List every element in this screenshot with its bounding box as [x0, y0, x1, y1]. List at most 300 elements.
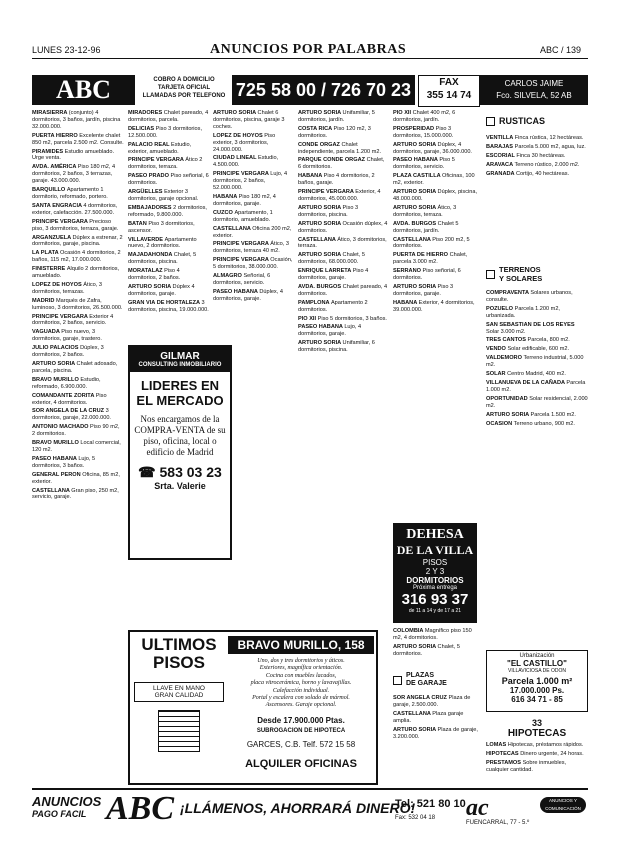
classified-listing: [393, 252, 479, 266]
listing-text: Ocasión, 5 dormitorios, 38.000.000.: [213, 257, 293, 271]
listing-heading: ENRIQUE LARRETA: [298, 268, 353, 275]
listing-text: Piso 3 dormitorios, garaje.: [393, 283, 454, 297]
column-1: [32, 110, 124, 785]
listing-heading: ANTONIO MACHADO: [32, 424, 91, 431]
cobro-line: TARJETA OFICIAL: [157, 85, 211, 91]
listing-text: Estudio, 4.500.000.: [213, 155, 279, 169]
listing-text: Piso exterior, 3 dormitorios, 24.000.000.: [213, 132, 276, 153]
classified-listing: [32, 377, 124, 391]
section-rusticas-label: RUSTICAS: [499, 116, 546, 126]
listing-text: Parcela 1.000 m2.: [486, 379, 586, 393]
ultimos-feature: placa vitrocerámica, horno y lavavajillas.: [250, 680, 352, 687]
classified-listing: [393, 695, 479, 709]
dehesa-l4: 2 Y 3: [425, 567, 445, 576]
listing-text: Dúplex, 4 dormitorios, garaje, 36.000.000.: [393, 141, 472, 155]
classified-listing: [486, 135, 588, 142]
castillo-l3: VILLAVICIOSA DE ODON: [508, 668, 566, 674]
column-2-lower: [128, 563, 210, 625]
listing-text: Dúplex a estrenar, 2 dormitorios, garaje, piscina.: [32, 234, 123, 248]
classified-listing: [393, 142, 479, 156]
listing-heading: VENTILLA: [486, 135, 515, 141]
classified-listing: [393, 157, 479, 171]
listing-text: Dúplex, 4 dormitorios, garaje.: [213, 288, 283, 302]
listing-heading: OCASION: [486, 420, 514, 427]
listing-text: Oficina, 85 m2, exterior.: [32, 471, 120, 485]
listing-heading: GRANADA: [486, 170, 516, 177]
listing-text: Piso 3 dormitorios, 15.000.000.: [393, 125, 454, 139]
ultimos-pisos-ad: [128, 630, 378, 785]
listing-heading: PROSPERIDAD: [393, 125, 436, 132]
listing-heading: LOMAS: [486, 742, 508, 748]
listing-heading: PRINCIPE VERGARA: [128, 157, 186, 164]
footer-telephone: Tel: 521 80 10: [395, 798, 466, 810]
classified-listing: [393, 221, 479, 235]
listing-text: Lujo, 4 dormitorios, garaje.: [298, 324, 362, 338]
ultimos-llave-2: GRAN CALIDAD: [154, 692, 204, 699]
page-title: ANUNCIOS POR PALABRAS: [210, 42, 407, 57]
listing-text: Piso exterior, 4 dormitorios.: [32, 392, 107, 406]
gilmar-phone: [130, 464, 230, 481]
listing-heading: PRINCIPE VERGARA: [213, 171, 271, 178]
gilmar-body: Nos encargamos de la COMPRA-VENTA de su piso, oficina, local o edificio de Madrid: [134, 414, 226, 457]
agent-name: CARLOS JAIME: [504, 79, 564, 88]
footer-call-to-action: ¡LLÁMENOS, AHORRARÁ DINERO!: [180, 800, 416, 816]
listing-text: Centro Madrid, 400 m2.: [507, 371, 566, 378]
listing-heading: PASEO HABANA: [213, 288, 260, 295]
listing-heading: PIRAMIDES: [32, 148, 65, 155]
footer-address: FUENCARRAL, 77 - 5.º: [466, 820, 530, 826]
section-terrenos-line2: Y SOLARES: [499, 274, 543, 283]
dehesa-ad: [393, 523, 477, 623]
listing-heading: PLAZA CASTILLA: [393, 173, 442, 180]
classified-listing: [128, 205, 210, 219]
classified-listing: [32, 219, 124, 233]
listing-text: Plaza de garaje, 3.200.000.: [393, 726, 478, 740]
listing-text: Marqués de Zafra, luminoso, 3 dormitorios, 26.500.000.: [32, 297, 123, 311]
listing-heading: VALDEMORO: [486, 355, 524, 362]
listing-text: Piso 5 dormitorios, 3 baños.: [317, 315, 387, 322]
listing-heading: HIPOTECAS: [486, 750, 521, 757]
listing-text: Piso 3 dormitorios, ascensor.: [128, 220, 195, 234]
listing-heading: GENERAL PERON: [32, 471, 83, 478]
classified-listing: [393, 628, 479, 642]
phone-icon: ☎: [138, 464, 156, 480]
listing-heading: ARTURO SORIA: [32, 361, 77, 367]
listing-heading: ARTURO SORIA: [298, 110, 343, 116]
footer-fax: Fax: 532 04 18: [395, 815, 436, 821]
listing-text: Chalet, parcela 3.000 m2.: [393, 252, 468, 266]
listing-heading: MAJADAHONDA: [128, 252, 174, 259]
classified-listing: [298, 205, 388, 219]
listing-text: Señorial, 6 dormitorios, servicio.: [213, 273, 271, 286]
classified-listing: [128, 110, 210, 124]
classified-listing: [213, 273, 295, 287]
classified-listing: [32, 472, 124, 486]
cobro-line: COBRO A DOMICILIO: [153, 77, 215, 83]
listing-heading: FINISTERRE: [32, 266, 67, 273]
classified-listing: [393, 173, 479, 187]
classified-listing: [298, 110, 388, 124]
listing-heading: PRINCIPE VERGARA: [213, 257, 271, 264]
listing-heading: HABANA: [393, 299, 419, 306]
listing-text: Chalet 5 dormitorios, jardín.: [393, 220, 459, 234]
column-6-rusticas: [486, 135, 588, 255]
classified-listing: [486, 355, 588, 369]
classified-listing: [393, 189, 479, 203]
listing-text: Parcela, 800 m2.: [527, 337, 570, 344]
listing-heading: AVDA. BURGOS: [298, 283, 343, 290]
ultimos-alquiler: ALQUILER OFICINAS: [245, 758, 357, 770]
listing-heading: PIO XII: [393, 110, 413, 116]
classified-listing: [128, 300, 210, 314]
listing-text: Unifamiliar, 6 dormitorios, piscina.: [298, 340, 375, 354]
listing-text: Chalet, 5 dormitorios, 68.000.000.: [298, 252, 365, 266]
listing-heading: ARTURO SORIA: [393, 141, 438, 148]
listing-heading: ARAVACA: [486, 161, 515, 168]
listing-text: Parcela 1.500 m2.: [530, 411, 576, 418]
classified-listing: [486, 162, 588, 169]
listing-text: Magnífico piso 150 m2, 4 dormitorios.: [393, 628, 472, 641]
listing-text: Piso señorial, 6 dormitorios.: [128, 173, 209, 187]
footer-anuncios: [32, 795, 101, 821]
ultimos-features: [228, 658, 374, 710]
listing-heading: VILLAVERDE: [128, 236, 165, 243]
gilmar-logo: [130, 347, 230, 372]
listing-text: Dúplex 4 dormitorios, garaje.: [128, 283, 195, 297]
footer-abc-logo: ABC: [106, 790, 175, 827]
listing-text: Chalet 6 dormitorios, piscina, garaje 3 coches.: [213, 110, 285, 130]
classified-listing: [298, 157, 388, 171]
listing-text: Plaza garaje amplia.: [393, 710, 464, 724]
listing-heading: PRINCIPE VERGARA: [298, 189, 356, 196]
listing-text: 2 dormitorios, reformado, 9.800.000.: [128, 204, 207, 218]
listing-text: Piso 5 dormitorios, servicio.: [393, 157, 455, 171]
hipotecas-number: 33: [531, 718, 542, 728]
ultimos-title-2: PISOS: [153, 653, 205, 672]
classified-listing: [298, 221, 388, 235]
column-6-terrenos: [486, 290, 588, 645]
cobro-block: [138, 76, 230, 100]
section-square-icon: [393, 676, 402, 685]
listing-heading: ARTURO SORIA: [393, 189, 438, 196]
listing-text: Finca 30 hectáreas.: [516, 152, 566, 159]
column-5-lower: [393, 628, 479, 668]
classified-listing: [128, 252, 210, 266]
building-illustration: [158, 710, 200, 752]
classified-listing: [128, 173, 210, 187]
listing-heading: BARAJAS: [486, 143, 515, 150]
listing-heading: MIRADORES: [128, 110, 164, 116]
classified-listing: [128, 237, 210, 251]
classified-listing: [298, 173, 388, 187]
listing-heading: ARTURO SORIA: [393, 726, 438, 733]
listing-text: Excelente chalet 850 m2, parcela 2.500 m2. Consulte.: [32, 132, 124, 146]
listing-heading: ARTURO SORIA: [298, 204, 343, 211]
listing-text: Chalet 400 m2, 6 dormitorios, jardín.: [393, 110, 456, 123]
listing-heading: OPORTUNIDAD: [486, 395, 530, 402]
listing-text: Dinero urgente, 24 horas.: [520, 750, 584, 757]
listing-text: Lujo, 4 dormitorios, 2 baños, 52.000.000.: [213, 171, 288, 192]
footer-badge: ANUNCIOS Y COMUNICACIÓN: [540, 797, 586, 813]
classified-listing: [128, 284, 210, 298]
section-terrenos: [486, 265, 542, 283]
classified-listing: [32, 266, 124, 280]
section-plazas-line2: DE GARAJE: [406, 680, 447, 687]
classified-listing: [32, 298, 124, 312]
listing-text: Chalet, 5 dormitorios, piscina.: [128, 252, 197, 266]
classified-listing: [298, 324, 388, 338]
listing-text: Sobre inmuebles, cualquier cantidad.: [486, 759, 567, 773]
listing-text: Piso 180 m2, 4 dormitorios, 2 baños, 3 terrazas, garaje. 43.000.000.: [32, 164, 116, 185]
listing-heading: LOPEZ DE HOYOS: [213, 132, 265, 139]
classified-listing: [32, 329, 124, 343]
classified-listing: [213, 155, 295, 169]
listing-text: Lujo, 5 dormitorios, 3 baños.: [32, 455, 96, 469]
listing-heading: PARQUE CONDE ORGAZ: [298, 157, 367, 164]
listing-heading: ARTURO SORIA: [393, 283, 438, 290]
listing-text: Oficinas, 100 m2, exterior.: [393, 173, 475, 187]
classified-listing: [486, 322, 588, 336]
classified-listing: [298, 126, 388, 140]
classified-listing: [393, 237, 479, 251]
listing-heading: BRAVO MURILLO: [32, 440, 81, 447]
agent-box: [480, 75, 588, 105]
listing-text: Piso 180 m2, 4 dormitorios, garaje.: [213, 193, 276, 207]
classified-listing: [128, 157, 210, 171]
castillo-phone: 616 34 71 - 85: [511, 695, 563, 704]
listing-heading: ARTURO SORIA: [128, 283, 173, 290]
listing-text: Piso 90 m2, 2 dormitorios.: [32, 424, 120, 438]
listing-text: Ático, 3 dormitorios, terrazas.: [32, 281, 102, 295]
classified-listing: [393, 300, 479, 314]
listing-text: Chalet pareado, 4 dormitorios, parcela.: [128, 110, 209, 123]
listing-text: Apartamento 2 dormitorios.: [298, 299, 368, 313]
classified-listing: [128, 221, 210, 235]
column-5: [393, 110, 479, 520]
abc-logo: ABC: [32, 75, 135, 105]
listing-text: Chalet adosado, parcela, piscina.: [32, 361, 118, 374]
phone-numbers: 725 58 00 / 726 70 23: [232, 75, 415, 105]
listing-heading: COMPRAVENTA: [486, 290, 531, 296]
listing-text: 3 dormitorios, garaje, 22.000.000.: [32, 408, 111, 422]
listing-text: Chalet, 5 dormitorios.: [393, 643, 460, 657]
agent-address: Fco. SILVELA, 52 AB: [496, 91, 572, 100]
fax-box: [418, 75, 480, 107]
classified-listing: [32, 488, 124, 502]
listing-text: Local comercial, 120 m2.: [32, 440, 121, 453]
listing-text: Apartamento, 1 dormitorio, amueblado.: [213, 209, 273, 223]
listing-heading: ARTURO SORIA: [393, 643, 438, 650]
listing-text: Cortijo, 40 hectáreas.: [515, 170, 570, 177]
header-rule: [32, 58, 588, 59]
listing-text: Apartamento 1 dormitorio, reformado, portero.: [32, 187, 108, 200]
listing-heading: CASTELLANA: [393, 710, 433, 717]
listing-heading: HABANA: [298, 173, 324, 180]
classified-listing: [393, 727, 479, 741]
gilmar-headline-2: EL MERCADO: [136, 393, 224, 408]
gilmar-name: GILMAR: [160, 351, 200, 362]
classified-listing: [32, 110, 124, 131]
listing-text: Solares urbanos, consulte.: [486, 290, 573, 303]
listing-heading: AVDA. BURGOS: [393, 220, 438, 227]
listing-heading: ARTURO SORIA: [486, 411, 531, 418]
listing-heading: VILLANUEVA DE LA CAÑADA: [486, 379, 567, 386]
dehesa-hours: de 11 a 14 y de 17 a 21: [408, 608, 462, 614]
classified-listing: [486, 412, 588, 419]
classified-listing: [486, 306, 588, 320]
listing-text: 4 dormitorios, exterior, calefacción. 27.500.000.: [32, 202, 118, 216]
classified-listing: [32, 393, 124, 407]
dehesa-l3: PISOS: [422, 558, 448, 567]
classified-listing: [393, 126, 479, 140]
listing-text: Exterior 4 dormitorios, 2 baños, servicio.: [32, 313, 114, 327]
classified-listing: [393, 284, 479, 298]
dehesa-phone: 316 93 37: [401, 591, 469, 608]
listing-text: Gran piso, 250 m2, servicio, garaje.: [32, 487, 119, 501]
listing-text: Precioso piso, 3 dormitorios, terraza, garaje.: [32, 218, 119, 232]
castillo-l2: "EL CASTILLO": [507, 659, 567, 668]
castillo-parcela: Parcela 1.000 m²: [501, 676, 573, 686]
header-date: LUNES 23-12-96: [32, 45, 101, 55]
listing-heading: SOR ANGELA DE LA CRUZ: [32, 408, 106, 415]
listing-text: Ático, 3 dormitorios, terraza.: [298, 236, 387, 250]
ultimos-llave-1: LLAVE EN MANO: [153, 685, 205, 692]
listing-heading: COSTA RICA: [298, 125, 334, 132]
listing-heading: SOLAR: [486, 371, 508, 378]
classified-listing: [213, 133, 295, 154]
listing-heading: ARTURO SORIA: [393, 204, 438, 211]
classified-listing: [298, 189, 388, 203]
dehesa-l5: DORMITORIOS: [406, 576, 464, 585]
listing-heading: CIUDAD LINEAL: [213, 155, 258, 162]
footer-anuncios-1: ANUNCIOS: [32, 794, 102, 809]
listing-heading: GRAN VIA DE HORTALEZA: [128, 299, 202, 306]
footer-anuncios-2: PAGO FACIL: [32, 809, 87, 819]
castillo-l1: Urbanización: [519, 653, 555, 659]
column-5-garage: [393, 695, 479, 785]
classified-listing: [32, 440, 124, 454]
listing-text: Solar edificable, 600 m2.: [507, 346, 570, 353]
listing-heading: JULIO PALACIOS: [32, 345, 81, 352]
listing-heading: COLOMBIA: [393, 628, 425, 634]
classified-listing: [213, 210, 295, 224]
listing-text: Solar 3.000 m2.: [486, 328, 526, 335]
ultimos-llave: [134, 682, 224, 702]
listing-heading: MIRASIERRA: [32, 110, 69, 116]
classified-listing: [213, 226, 295, 240]
classified-listing: [486, 290, 588, 304]
listing-heading: ARTURO SORIA: [298, 340, 343, 347]
listing-text: Ático, 3 dormitorios, terraza 40 m2.: [213, 241, 289, 255]
listing-heading: SAN SEBASTIAN DE LOS REYES: [486, 321, 575, 328]
listing-text: Estudio, reformado, 6.900.000.: [32, 376, 101, 390]
listing-heading: PRINCIPE VERGARA: [32, 313, 90, 320]
listing-text: Exterior 3 dormitorios, garaje opcional.: [128, 189, 199, 202]
listing-text: Piso 3 dormitorios, piscina.: [298, 204, 359, 218]
classified-listing: [32, 345, 124, 359]
listing-text: Terreno industrial, 5.000 m2.: [486, 355, 584, 369]
listing-text: Estudio amueblado. Urge venta.: [32, 148, 115, 162]
gilmar-phone-number: 583 03 23: [159, 464, 222, 480]
classified-listing: [298, 252, 388, 266]
listing-heading: ESCORIAL: [486, 152, 517, 159]
listing-heading: ARTURO SORIA: [298, 220, 343, 227]
ultimos-feature: Ascensores. Garaje opcional.: [265, 702, 337, 709]
listing-text: (conjunto) 4 dormitorios, 3 baños, jardín, piscina 32.000.000.: [32, 110, 121, 130]
listing-text: Terreno rústico, 2.000 m2.: [514, 161, 580, 168]
classified-listing: [213, 257, 295, 271]
listing-text: Ocasión dúplex, 4 dormitorios.: [298, 220, 388, 234]
listing-heading: MORATALAZ: [128, 268, 165, 275]
listing-heading: COMANDANTE ZORITA: [32, 392, 96, 399]
listing-heading: LOPEZ DE HOYOS: [32, 281, 84, 288]
classified-listing: [298, 142, 388, 156]
ultimos-street: BRAVO MURILLO, 158: [228, 636, 374, 654]
listing-heading: SERRANO: [393, 268, 423, 275]
classified-listing: [32, 235, 124, 249]
classified-listing: [32, 187, 124, 201]
classified-listing: [32, 408, 124, 422]
listing-text: Piso 4 dormitorios, 2 baños, garaje.: [298, 173, 375, 187]
listing-text: Alquilo 2 dormitorios, amueblado.: [32, 266, 120, 280]
classified-listing: [486, 380, 588, 394]
listing-text: Apartamento nuevo, 2 dormitorios.: [128, 236, 197, 250]
listing-heading: MADRID: [32, 297, 56, 304]
listing-heading: POZUELO: [486, 305, 515, 312]
listing-text: Piso señorial, 6 dormitorios.: [393, 268, 461, 282]
section-square-icon: [486, 117, 495, 126]
dehesa-l2: DE LA VILLA: [396, 543, 474, 557]
classified-listing: [393, 268, 479, 282]
listing-text: Dúplex, piscina, 48.000.000.: [393, 189, 478, 202]
classified-listing: [486, 396, 588, 410]
listing-heading: BATAN: [128, 220, 149, 227]
ultimos-feature: Portal y escalera con solado de mármol.: [252, 695, 350, 702]
listing-heading: EMBAJADORES: [128, 204, 174, 211]
listing-heading: ARGÜELLES: [128, 189, 165, 196]
classified-listing: [213, 194, 295, 208]
listing-heading: PUERTA DE HIERRO: [393, 252, 450, 259]
section-hipotecas: [486, 718, 588, 739]
classified-listing: [298, 316, 388, 323]
classified-listing: [128, 189, 210, 203]
listing-heading: CASTELLANA: [393, 236, 433, 243]
section-plazas: [393, 672, 479, 688]
listing-heading: ALMAGRO: [213, 273, 244, 280]
gilmar-subtitle: CONSULTING INMOBILIARIO: [138, 362, 222, 368]
classified-listing: [486, 144, 588, 151]
gilmar-contact: Srta. Valerie: [154, 481, 206, 491]
listing-text: Piso 120 m2, 3 dormitorios.: [298, 125, 371, 139]
ultimos-contact: GARCES, C.B. Telf. 572 15 58: [246, 740, 356, 749]
column-6-hipotecas: [486, 742, 588, 785]
fax-label: FAX: [439, 77, 459, 88]
classified-listing: [486, 760, 588, 774]
listing-heading: CASTELLANA: [32, 487, 72, 494]
listing-heading: BRAVO MURILLO: [32, 376, 81, 383]
listing-heading: BARQUILLO: [32, 187, 67, 194]
ultimos-feature: Calefacción individual.: [272, 687, 330, 694]
ultimos-feature: Cocina con muebles lacados,: [265, 672, 337, 679]
listing-heading: SOR ANGELA CRUZ: [393, 695, 449, 701]
listing-heading: LA PLATA: [32, 250, 60, 257]
listing-heading: SANTA ENGRACIA: [32, 202, 84, 209]
classified-listing: [486, 153, 588, 160]
classified-listing: [298, 300, 388, 314]
listing-text: Dúplex, 3 dormitorios, 2 baños.: [32, 345, 104, 359]
listing-text: 3 dormitorios, piscina, 19.000.000.: [128, 299, 209, 313]
ultimos-subrogacion: SUBROGACION DE HIPOTECA: [256, 728, 346, 734]
